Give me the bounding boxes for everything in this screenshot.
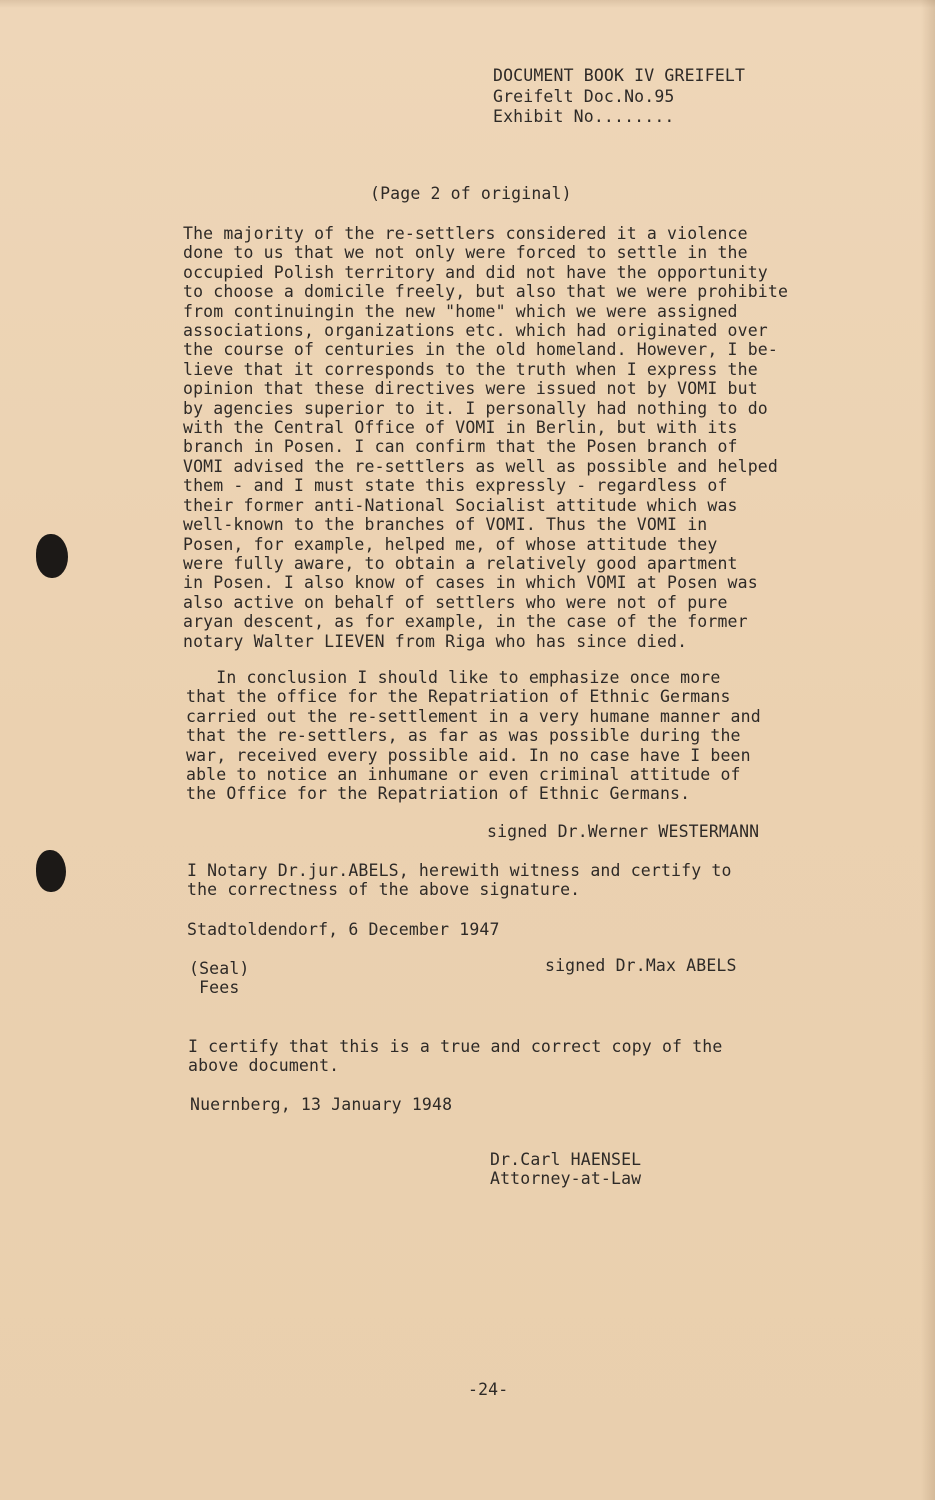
page-number: -24- [468, 1380, 509, 1399]
signature-westermann: signed Dr.Werner WESTERMANN [487, 822, 760, 841]
page-right-edge [921, 0, 935, 1500]
header-line-2: Greifelt Doc.No.95 [493, 86, 675, 106]
body-paragraph-2: In conclusion I should like to emphasize once more that the office for the Repatriation of Ethnic Germans carried out the re-settlement in a very humane manner and that the re-settlers, as far as was possible during the war, received every possible aid. In no case have I been able to notice an inhumane or even criminal attitude of the Office for the Repatriation of Ethnic Germans. [186, 668, 761, 804]
punch-hole-lower [36, 850, 66, 892]
page-top-edge [0, 0, 935, 8]
seal-fees: (Seal) Fees [189, 959, 250, 998]
notary-certification: I Notary Dr.jur.ABELS, herewith witness and certify to the correctness of the above signature. [187, 861, 732, 900]
place-date-stadtoldendorf: Stadtoldendorf, 6 December 1947 [187, 920, 500, 939]
attorney-signature-block: Dr.Carl HAENSEL Attorney-at-Law [490, 1150, 642, 1189]
header-line-3: Exhibit No........ [493, 107, 675, 126]
copy-certification: I certify that this is a true and correct copy of the above document. [188, 1037, 723, 1076]
page-note: (Page 2 of original) [370, 184, 572, 203]
header-line-1: DOCUMENT BOOK IV GREIFELT [493, 66, 746, 85]
punch-hole-upper [36, 534, 68, 578]
body-paragraph-1: The majority of the re-settlers considered it a violence done to us that we not only were forced to settle in the occupied Polish territory and did not have the opportunity to choose a domicile freely, but also that we were prohibite from continuingin the new "home" which we were assigned associations, organizations etc. which had originated over the course of centuries in the old homeland. However, I be- lieve that it corresponds to the truth when I express the opinion that these directives were issued not by VOMI but by agencies superior to it. I personally had nothing to do with the Central Office of VOMI in Berlin, but with its branch in Posen. I can confirm that the Posen branch of VOMI advised the re-settlers as well as possible and helped them - and I must state this expressly - regardless of their former anti-National Socialist attitude which was well-known to the branches of VOMI. Thus the VOMI in Posen, for example, helped me, of whose attitude they were fully aware, to obtain a relatively good apartment in Posen. I also know of cases in which VOMI at Posen was also active on behalf of settlers who were not of pure aryan descent, as for example, in the case of the former notary Walter LIEVEN from Riga who has since died. [183, 224, 789, 651]
place-date-nuernberg: Nuernberg, 13 January 1948 [190, 1095, 453, 1114]
signature-abels: signed Dr.Max ABELS [545, 956, 737, 975]
document-header [493, 66, 745, 128]
